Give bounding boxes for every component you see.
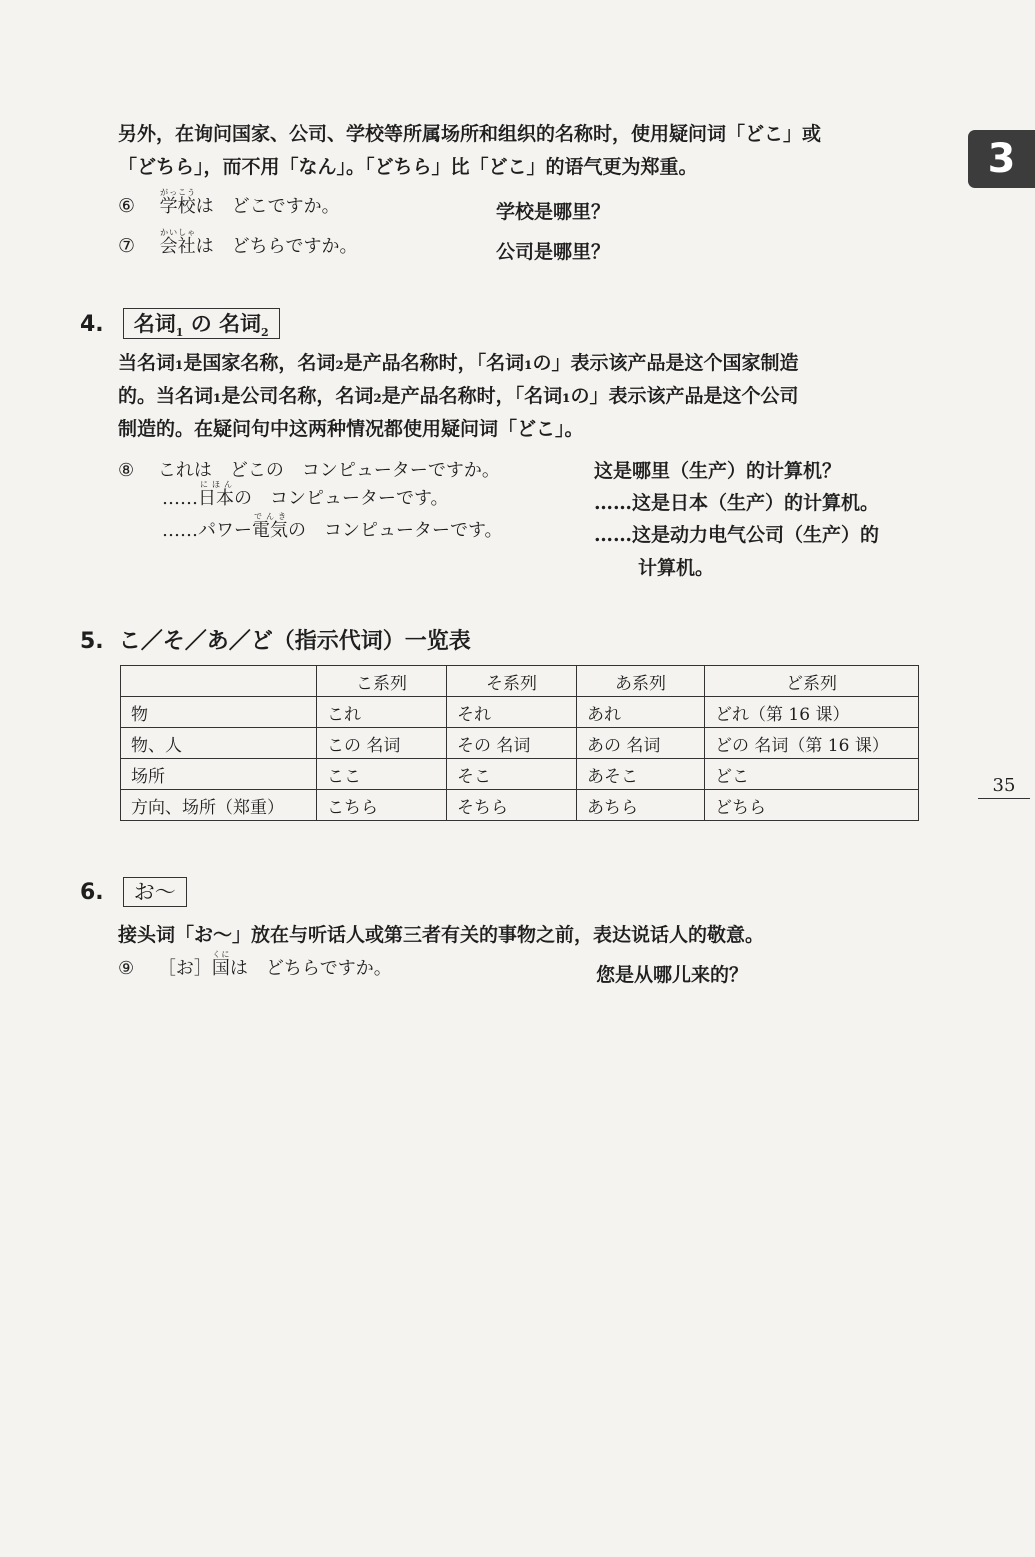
- example-number: ⑥: [118, 195, 136, 217]
- table-cell: どれ（第 16 课）: [705, 697, 919, 728]
- section-5-heading: [80, 624, 471, 655]
- example-9-translation: 您是从哪儿来的？: [596, 964, 749, 986]
- example-japanese: 学校がっこうは どこですか。: [159, 188, 340, 217]
- example-7: [118, 228, 358, 258]
- example-number: ⑦: [118, 235, 136, 257]
- section-number: 5.: [80, 629, 104, 654]
- example-6: [118, 188, 340, 218]
- table-header-row: [121, 666, 919, 697]
- table-cell: 物、人: [121, 728, 317, 759]
- page-number: 35: [978, 775, 1030, 799]
- demonstratives-table: [120, 665, 919, 821]
- table-cell: 物: [121, 697, 317, 728]
- intro-line-1: 另外，在询问国家、公司、学校等所属场所和组织的名称时，使用疑问词「どこ」或: [118, 123, 822, 145]
- table-row: [121, 697, 919, 728]
- example-8-answer-2: ……パワー電気でんきの コンピューターです。: [162, 512, 503, 541]
- table-row: [121, 728, 919, 759]
- section-4-line-3: 制造的。在疑问句中这两种情况都使用疑问词「どこ」。: [118, 418, 584, 440]
- table-row: [121, 790, 919, 821]
- table-cell: あれ: [577, 697, 705, 728]
- section-4-paragraph: [118, 347, 798, 446]
- example-8-question: これは どこの コンピューターですか。: [157, 460, 500, 481]
- example-8-answer-1: ……日本にほんの コンピューターです。: [162, 480, 449, 509]
- section-number: 4.: [80, 312, 104, 337]
- table-cell: この 名词: [317, 728, 447, 759]
- table-cell: どこ: [705, 759, 919, 790]
- section-4-line-2: 的。当名词₁是公司名称，名词₂是产品名称时，「名词₁の」表示该产品是这个公司: [118, 385, 799, 407]
- example-8-answer-2-translation-cont: 计算机。: [638, 557, 715, 579]
- table-cell: どちら: [705, 790, 919, 821]
- table-cell: あの 名词: [577, 728, 705, 759]
- section-4-title-box: 名词$_1$ の 名词$_2$: [123, 308, 280, 339]
- table-row: [121, 759, 919, 790]
- section-6-heading: [80, 876, 187, 906]
- table-cell: そちら: [447, 790, 577, 821]
- example-number: ⑨: [118, 958, 135, 979]
- section-number: 6.: [80, 880, 104, 905]
- intro-paragraph: [118, 118, 821, 184]
- example-8-answer-2-translation: ……这是动力电气公司（生产）的: [594, 524, 880, 546]
- example-japanese: 会社かいしゃは どちらですか。: [159, 228, 358, 257]
- table-cell: それ: [447, 697, 577, 728]
- table-cell: どの 名词（第 16 课）: [705, 728, 919, 759]
- table-header-cell: こ系列: [317, 666, 447, 697]
- example-6-translation: 学校是哪里？: [496, 201, 611, 223]
- table-cell: その 名词: [447, 728, 577, 759]
- section-6-paragraph: 接头词「お～」放在与听话人或第三者有关的事物之前，表达说话人的敬意。: [118, 924, 765, 946]
- example-7-translation: 公司是哪里？: [496, 241, 611, 263]
- example-8-question-translation: 这是哪里（生产）的计算机？: [594, 460, 842, 482]
- table-cell: あちら: [577, 790, 705, 821]
- example-number: ⑧: [118, 460, 135, 481]
- table-cell: これ: [317, 697, 447, 728]
- table-cell: あそこ: [577, 759, 705, 790]
- example-8-answer-1-translation: ……这是日本（生产）的计算机。: [594, 492, 880, 514]
- example-8: [118, 456, 500, 482]
- table-header-cell: ど系列: [705, 666, 919, 697]
- example-9-japanese: ［お］国くには どちらですか。: [157, 950, 392, 979]
- chapter-tab: 3: [968, 130, 1035, 188]
- table-cell: 场所: [121, 759, 317, 790]
- table-header-cell: そ系列: [447, 666, 577, 697]
- section-4-line-1: 当名词₁是国家名称，名词₂是产品名称时，「名词₁の」表示该产品是这个国家制造: [118, 352, 799, 374]
- example-9: [118, 950, 392, 980]
- intro-line-2: 「どちら」，而不用「なん」。「どちら」比「どこ」的语气更为郑重。: [118, 156, 698, 178]
- section-6-title-box: お～: [123, 877, 187, 907]
- table-cell: 方向、场所（郑重）: [121, 790, 317, 821]
- section-4-heading: [80, 308, 280, 339]
- table-header-cell: [121, 666, 317, 697]
- table-cell: そこ: [447, 759, 577, 790]
- table-cell: こちら: [317, 790, 447, 821]
- table-cell: ここ: [317, 759, 447, 790]
- table-header-cell: あ系列: [577, 666, 705, 697]
- section-5-title: こ／そ／あ／ど（指示代词）一览表: [118, 628, 471, 654]
